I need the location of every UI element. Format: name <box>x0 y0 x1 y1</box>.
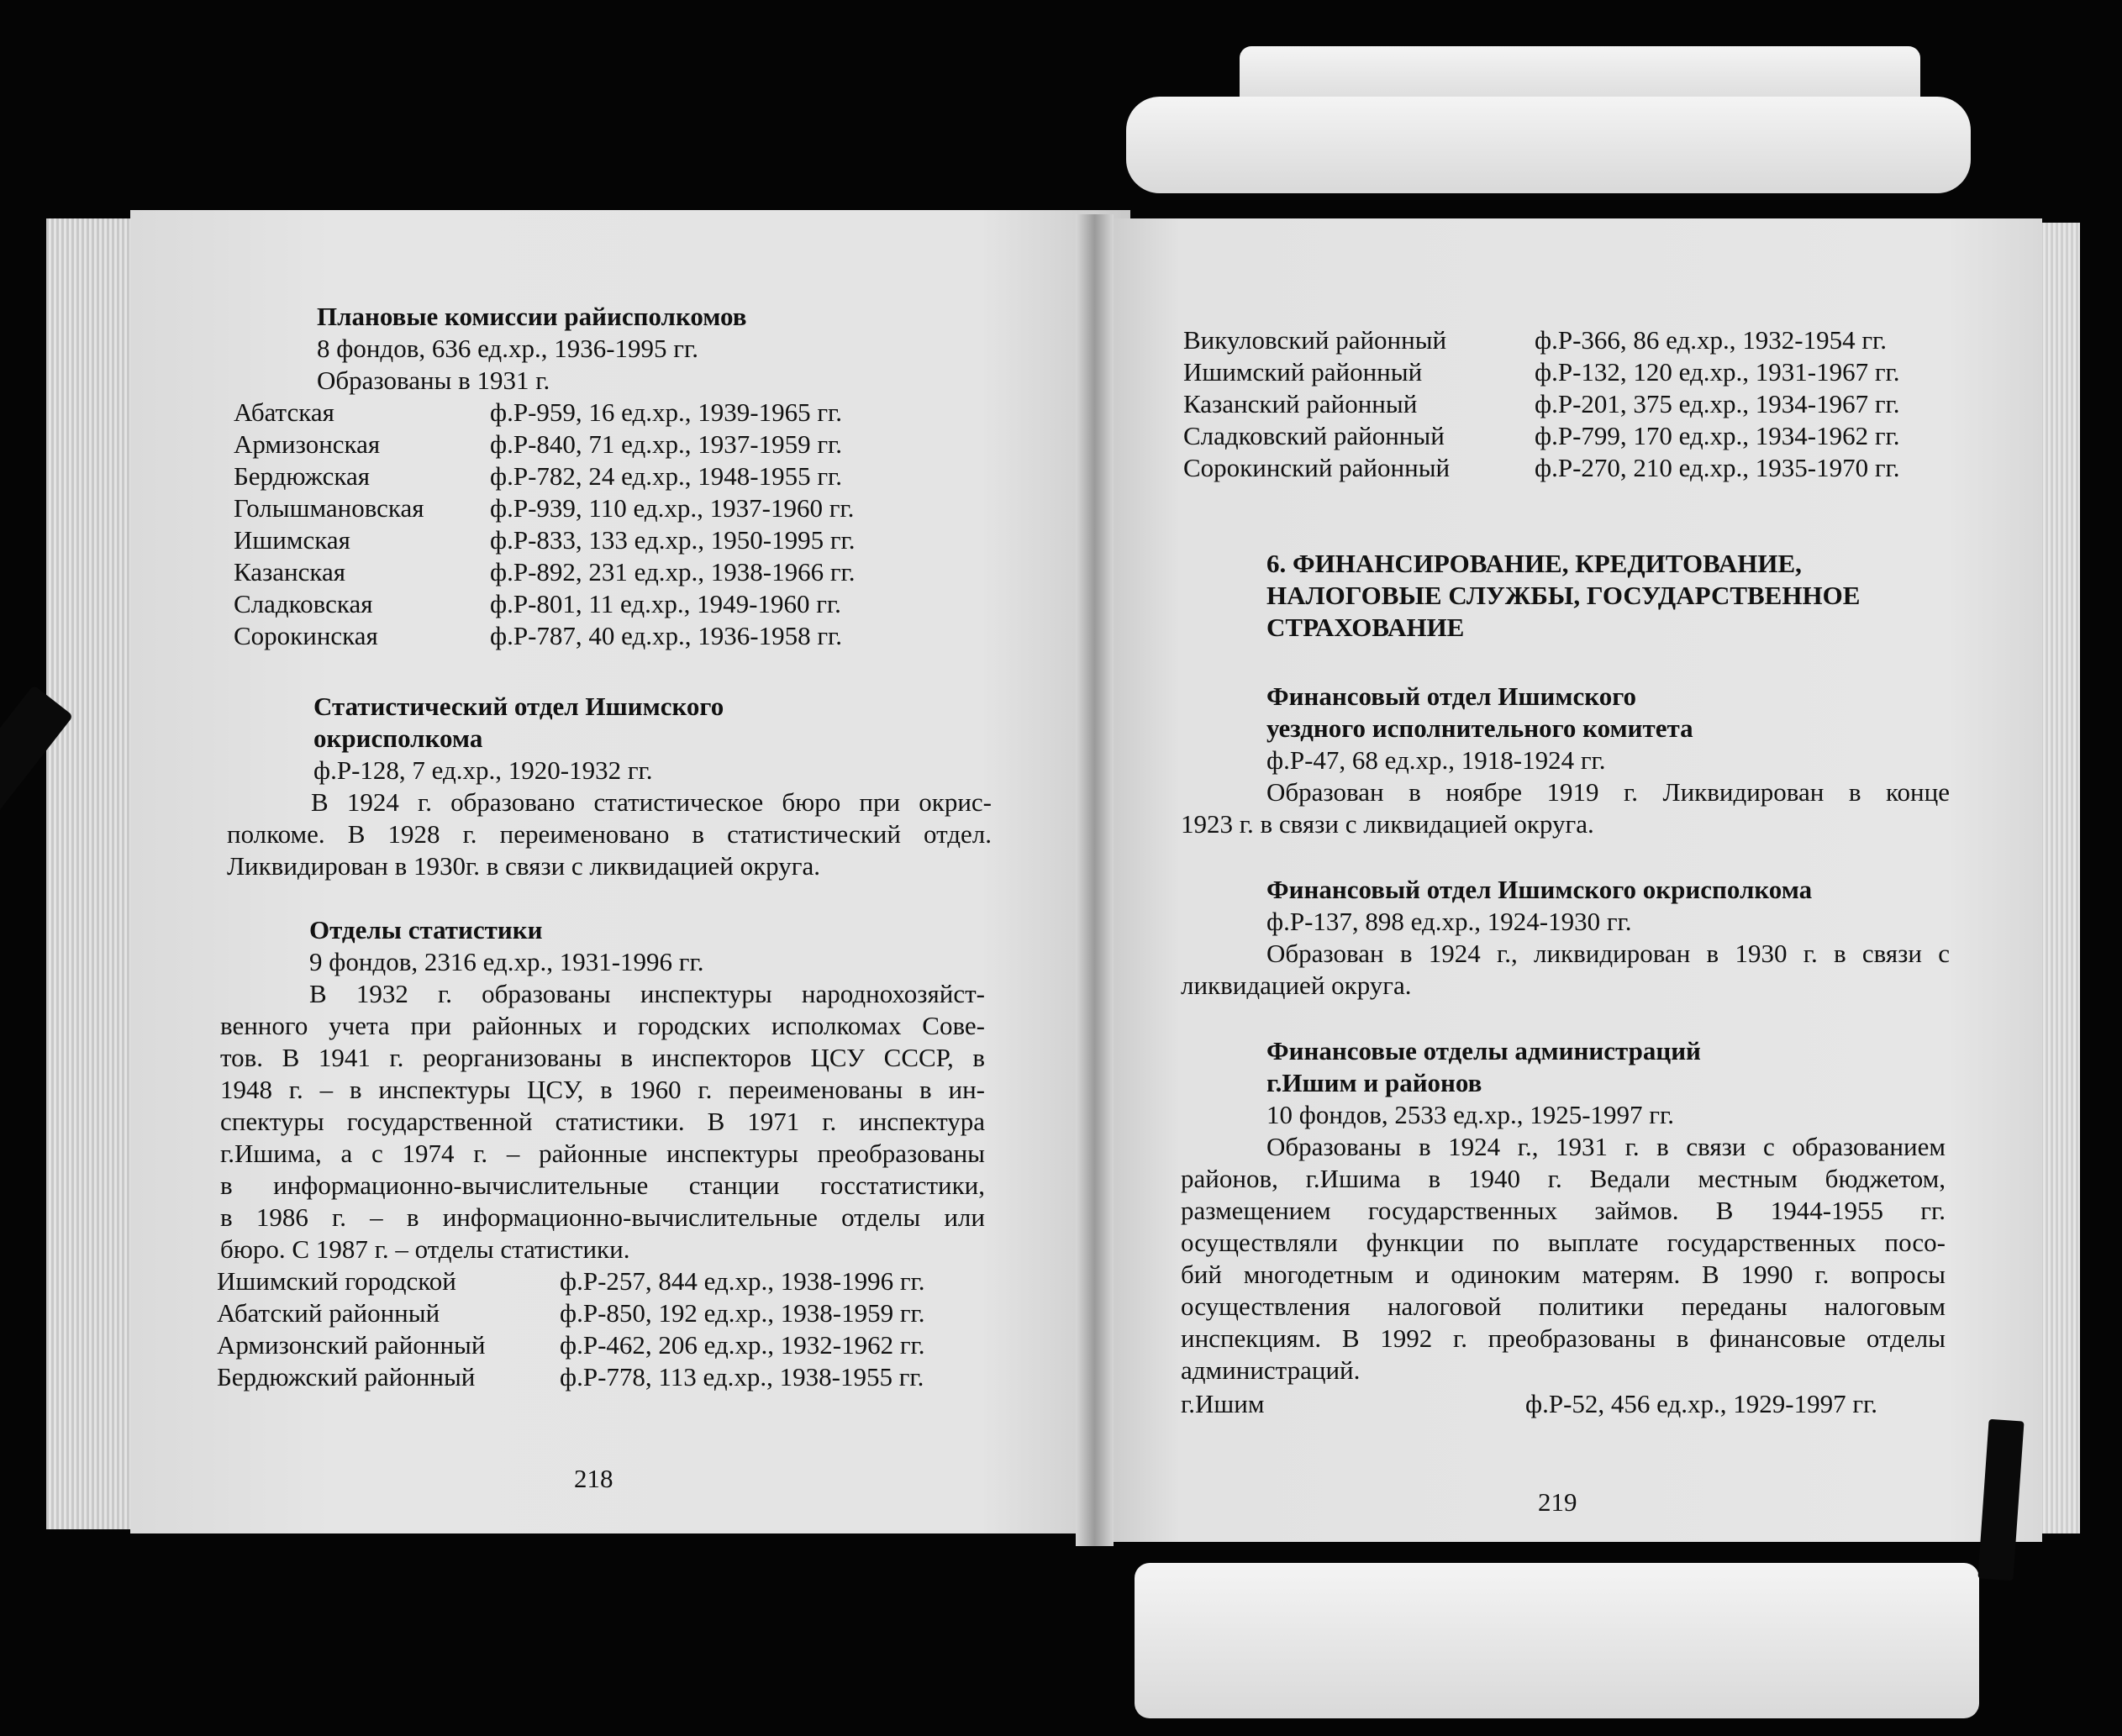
fund-name: Сорокинский районный <box>1183 453 1451 482</box>
fund-entry <box>1183 324 2039 356</box>
page-number-left: 218 <box>574 1464 613 1493</box>
text-line: 6. ФИНАНСИРОВАНИЕ, КРЕДИТОВАНИЕ, <box>1266 549 1802 578</box>
text-line: бюро. С 1987 г. – отделы статистики. <box>220 1234 630 1264</box>
text-line: Образован в 1924 г., ликвидирован в 1930 г. в связи с <box>1266 939 1950 968</box>
fund-entry <box>234 460 994 492</box>
fund-name: Ишимский районный <box>1183 357 1423 387</box>
text-line: размещением государственных займов. В 1944-1955 гг. <box>1181 1196 1946 1225</box>
fund-details: ф.Р-270, 210 ед.хр., 1935-1970 гг. <box>1535 453 1900 482</box>
text-line: тов. В 1941 г. реорганизованы в инспекторов ЦСУ СССР, в <box>220 1043 985 1072</box>
text-line: бий многодетным и одиноким матерям. В 1990 г. вопросы <box>1181 1260 1946 1289</box>
heading-info: Образованы в 1931 г. <box>317 366 550 395</box>
heading-statistics-depts: Отделы статистики <box>309 915 543 944</box>
fund-info: ф.Р-137, 898 ед.хр., 1924-1930 гг. <box>1266 907 1632 936</box>
text-line: в информационно-вычислительные станции госстатистики, <box>220 1170 985 1200</box>
text-line: ликвидацией округа. <box>1181 971 1412 1000</box>
fund-info: ф.Р-47, 68 ед.хр., 1918-1924 гг. <box>1266 745 1606 775</box>
fund-name: Сладковский районный <box>1183 421 1445 450</box>
fund-details: ф.Р-257, 844 ед.хр., 1938-1996 гг. <box>560 1266 925 1296</box>
fund-details: ф.Р-366, 86 ед.хр., 1932-1954 гг. <box>1535 325 1888 355</box>
fund-details: ф.Р-778, 113 ед.хр., 1938-1955 гг. <box>560 1362 924 1391</box>
fund-entry <box>1183 452 2039 484</box>
text-line: инспекциям. В 1992 г. преобразованы в финансовые отделы <box>1181 1323 1946 1353</box>
fund-name: Сладковская <box>234 589 373 618</box>
fund-details: ф.Р-892, 231 ед.хр., 1938-1966 гг. <box>490 557 856 587</box>
fund-details: ф.Р-840, 71 ед.хр., 1937-1959 гг. <box>490 429 843 459</box>
fund-entry <box>1183 420 2039 452</box>
fund-name: Голышмановская <box>234 493 424 523</box>
fund-name: Бердюжский районный <box>217 1362 476 1391</box>
fund-entry <box>234 620 994 652</box>
fund-name: Ишимская <box>234 525 350 555</box>
heading-statistical-dept-cont: окрисполкома <box>313 723 483 753</box>
text-line: районов, г.Ишима в 1940 г. Ведали местным бюджетом, <box>1181 1164 1946 1193</box>
fund-entry <box>234 524 994 556</box>
foam-support-top <box>1126 97 1971 193</box>
heading-finance-uezd: Финансовый отдел Ишимского <box>1266 681 1637 711</box>
fund-details: ф.Р-801, 11 ед.хр., 1949-1960 гг. <box>490 589 841 618</box>
text-line: осуществляли функции по выплате государственных посо- <box>1181 1228 1946 1257</box>
fund-entry <box>1183 388 2039 420</box>
fund-entry <box>1181 1388 1920 1420</box>
heading-finance-admin: Финансовые отделы администраций <box>1266 1036 1701 1065</box>
fund-info: ф.Р-128, 7 ед.хр., 1920-1932 гг. <box>313 755 653 785</box>
fund-details: ф.Р-462, 206 ед.хр., 1932-1962 гг. <box>560 1330 925 1360</box>
fund-entry <box>217 1361 1064 1393</box>
fund-info: 9 фондов, 2316 ед.хр., 1931-1996 гг. <box>309 947 704 976</box>
fund-name: Армизонский районный <box>217 1330 486 1360</box>
fund-details: ф.Р-939, 110 ед.хр., 1937-1960 гг. <box>490 493 855 523</box>
fund-name: Армизонская <box>234 429 381 459</box>
fund-details: ф.Р-799, 170 ед.хр., 1934-1962 гг. <box>1535 421 1900 450</box>
text-line: Образован в ноябре 1919 г. Ликвидирован в конце <box>1266 777 1950 807</box>
text-line: осуществления налоговой политики переданы налоговым <box>1181 1291 1946 1321</box>
fund-name: Казанская <box>234 557 345 587</box>
fund-details: ф.Р-782, 24 ед.хр., 1948-1955 гг. <box>490 461 843 491</box>
fund-entry <box>1183 356 2039 388</box>
fund-details: ф.Р-132, 120 ед.хр., 1931-1967 гг. <box>1535 357 1900 387</box>
fund-name: Сорокинская <box>234 621 378 650</box>
text-line: полкоме. В 1928 г. переименовано в статистический отдел. <box>227 819 992 849</box>
page-number-right: 219 <box>1538 1487 1577 1517</box>
fund-details: ф.Р-833, 133 ед.хр., 1950-1995 гг. <box>490 525 856 555</box>
fund-name: Викуловский районный <box>1183 325 1447 355</box>
fund-info: 10 фондов, 2533 ед.хр., 1925-1997 гг. <box>1266 1100 1674 1129</box>
heading-planning-commissions: Плановые комиссии райисполкомов <box>317 302 747 331</box>
text-line: г.Ишима, а с 1974 г. – районные инспектуры преобразованы <box>220 1139 985 1168</box>
text-line: 1923 г. в связи с ликвидацией округа. <box>1181 809 1594 839</box>
fund-entry <box>217 1265 1064 1297</box>
book-edge-left <box>46 218 134 1529</box>
book-gutter <box>1076 214 1114 1546</box>
fund-entry <box>217 1329 1064 1361</box>
fund-entry <box>234 588 994 620</box>
fund-name: Казанский районный <box>1183 389 1418 418</box>
fund-entry <box>217 1297 1064 1329</box>
heading-info: 8 фондов, 636 ед.хр., 1936-1995 гг. <box>317 334 698 363</box>
fund-details: ф.Р-201, 375 ед.хр., 1934-1967 гг. <box>1535 389 1900 418</box>
fund-details: ф.Р-850, 192 ед.хр., 1938-1959 гг. <box>560 1298 925 1328</box>
fund-name: Бердюжская <box>234 461 371 491</box>
text-line: Образованы в 1924 г., 1931 г. в связи с образованием <box>1266 1132 1946 1161</box>
fund-entry <box>234 492 994 524</box>
heading-finance-admin-cont: г.Ишим и районов <box>1266 1068 1482 1097</box>
fund-entry <box>234 556 994 588</box>
text-line: НАЛОГОВЫЕ СЛУЖБЫ, ГОСУДАРСТВЕННОЕ <box>1266 581 1861 610</box>
fund-entry <box>234 397 994 429</box>
text-line: СТРАХОВАНИЕ <box>1266 613 1465 642</box>
heading-statistical-dept: Статистический отдел Ишимского <box>313 692 724 721</box>
text-line: спектуры государственной статистики. В 1971 г. инспектура <box>220 1107 985 1136</box>
text-line: 1948 г. – в инспектуры ЦСУ, в 1960 г. переименованы в ин- <box>220 1075 985 1104</box>
heading-finance-okrug: Финансовый отдел Ишимского окрисполкома <box>1266 875 1813 904</box>
fund-name: Ишимский городской <box>217 1266 456 1296</box>
fund-details: ф.Р-52, 456 ед.хр., 1929-1997 гг. <box>1525 1389 1878 1418</box>
fund-details: ф.Р-959, 16 ед.хр., 1939-1965 гг. <box>490 397 843 427</box>
text-line: администраций. <box>1181 1355 1361 1385</box>
text-line: В 1924 г. образовано статистическое бюро при окрис- <box>311 787 992 817</box>
heading-finance-uezd-cont: уездного исполнительного комитета <box>1266 713 1693 743</box>
fund-name: Абатский районный <box>217 1298 440 1328</box>
text-line: венного учета при районных и городских исполкомах Сове- <box>220 1011 985 1040</box>
text-line: В 1932 г. образованы инспектуры народнохозяйст- <box>309 979 985 1008</box>
text-line: Ликвидирован в 1930г. в связи с ликвидацией округа. <box>227 851 820 881</box>
fund-details: ф.Р-787, 40 ед.хр., 1936-1958 гг. <box>490 621 843 650</box>
fund-name: Абатская <box>234 397 334 427</box>
text-line: в 1986 г. – в информационно-вычислительные отделы или <box>220 1202 985 1232</box>
fund-name: г.Ишим <box>1181 1389 1265 1418</box>
foam-support-bottom <box>1135 1563 1979 1718</box>
fund-entry <box>234 429 994 460</box>
